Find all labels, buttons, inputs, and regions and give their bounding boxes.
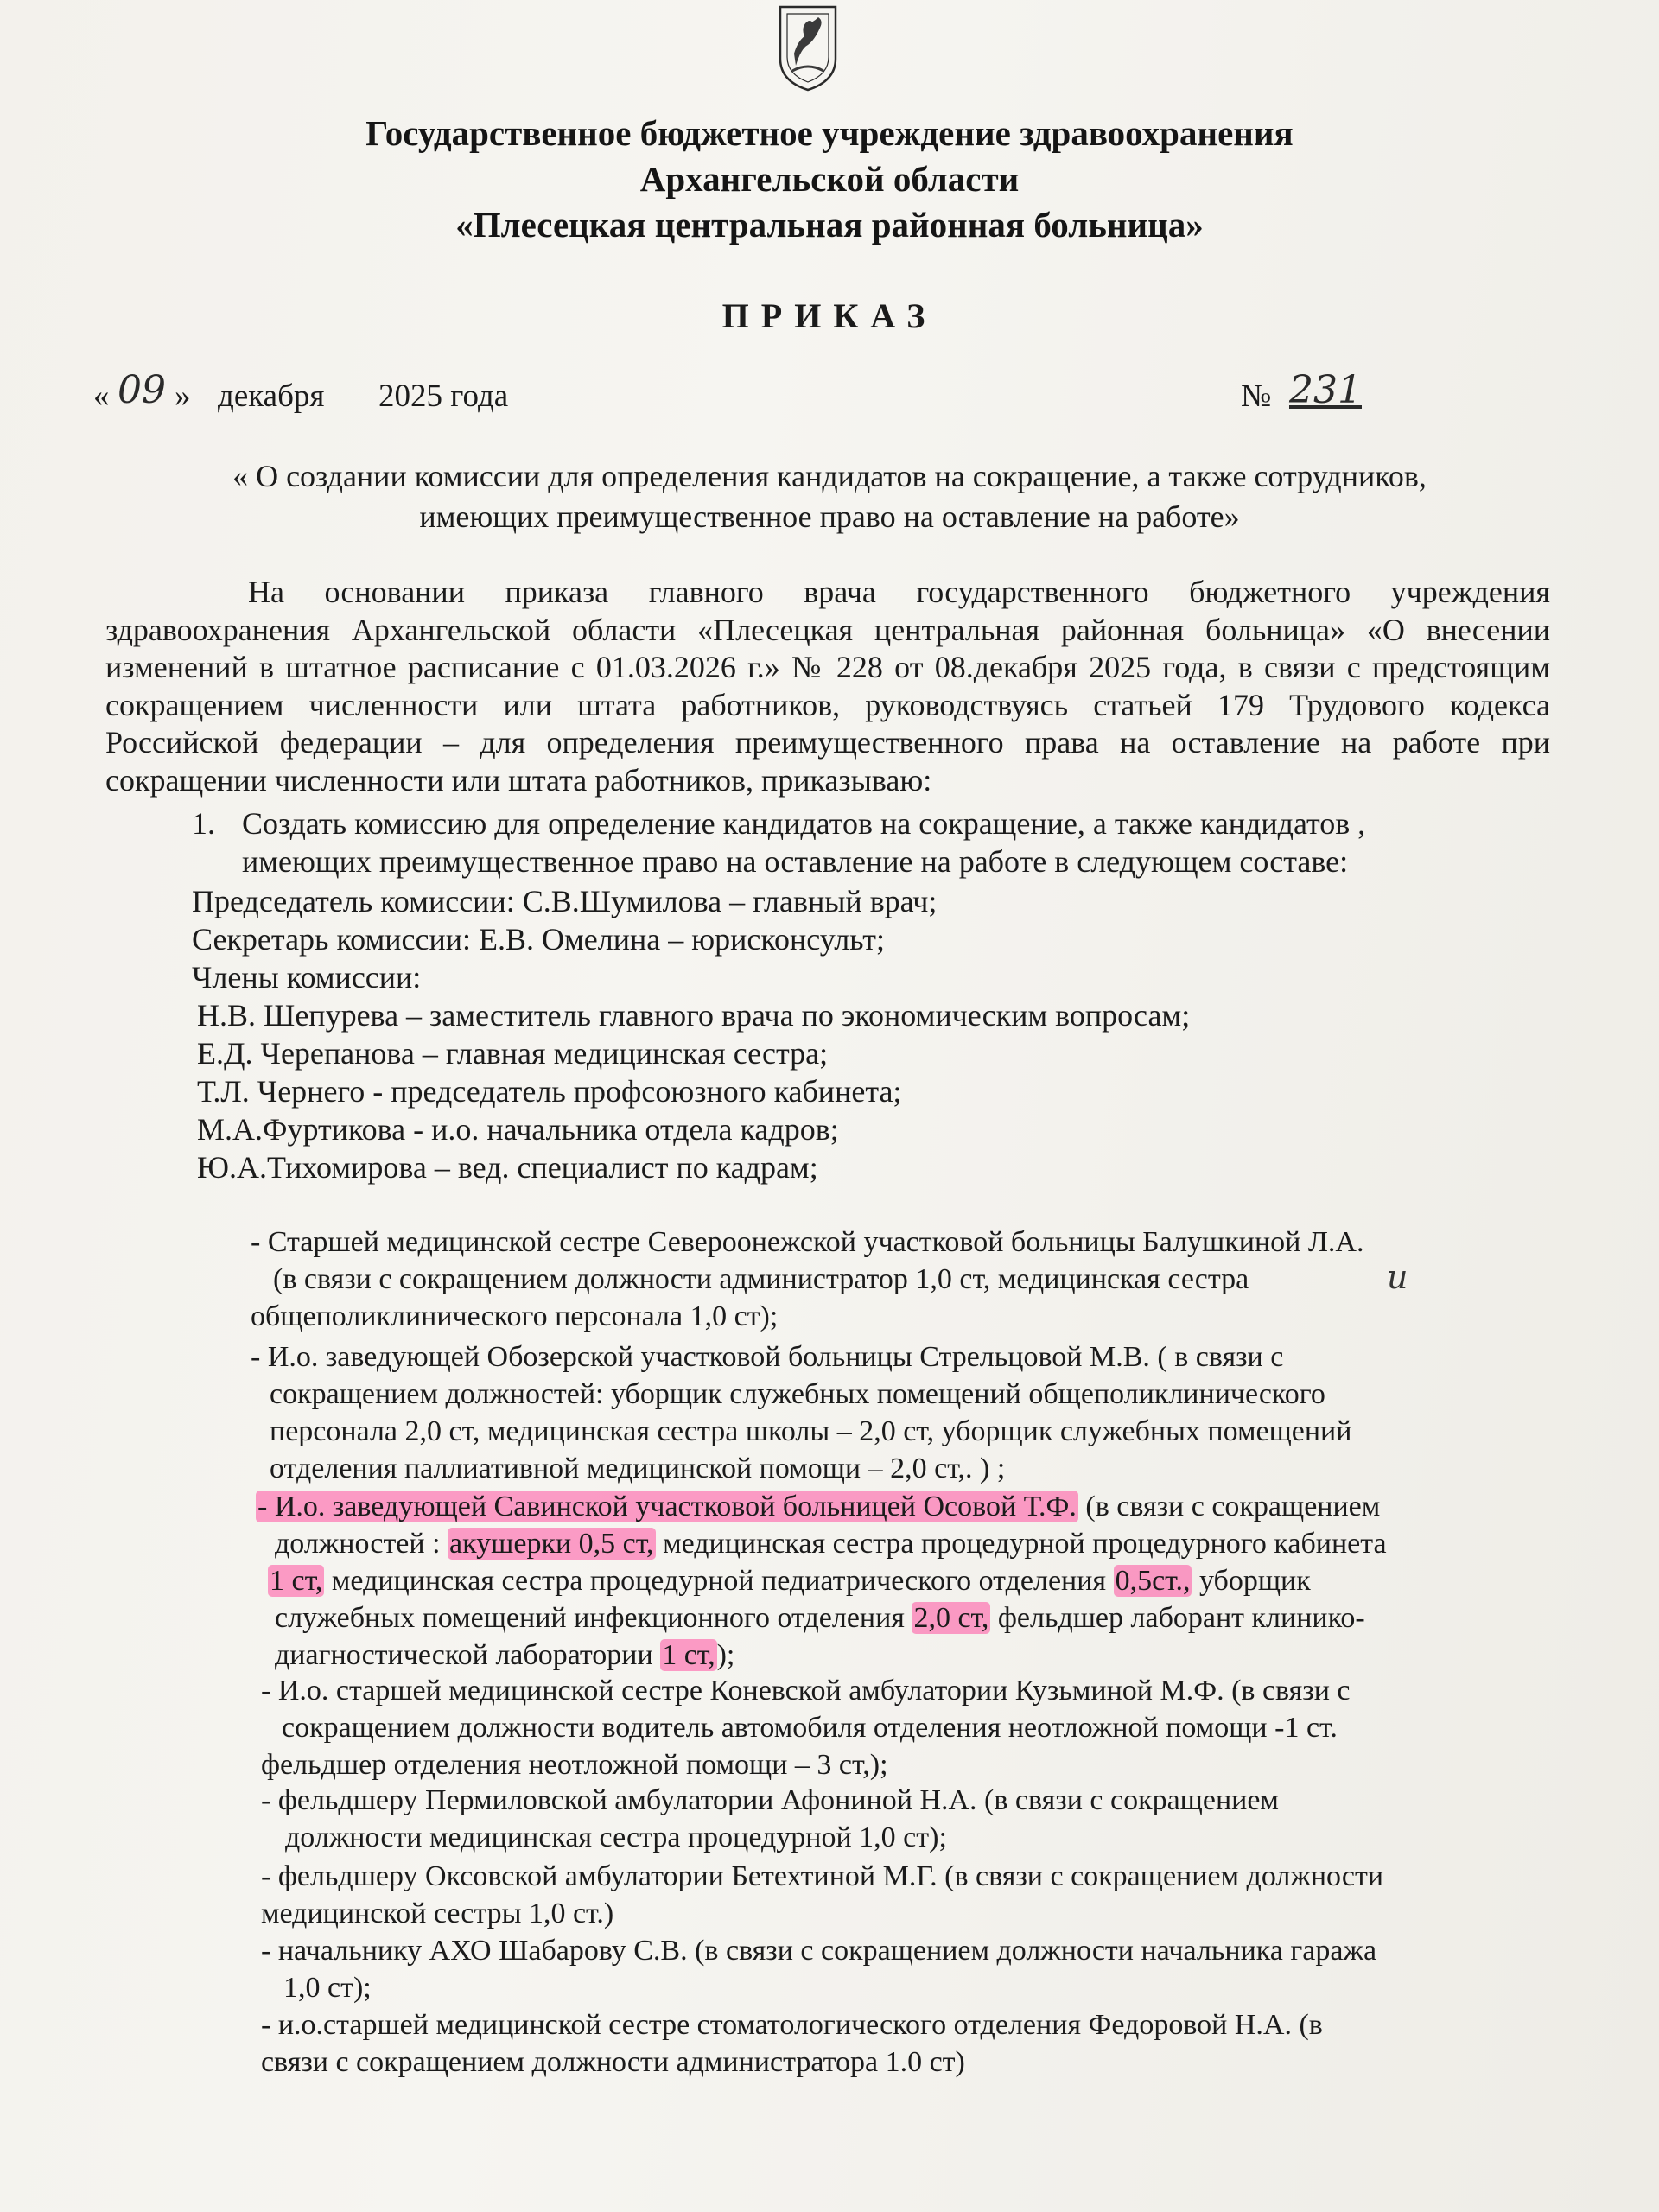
org-line-3: «Плесецкая центральная районная больница» [455, 205, 1204, 245]
recipient-3-text: уборщик [1192, 1565, 1311, 1597]
date-open-quote: « [93, 378, 110, 414]
recipient-4-line: - И.о. старшей медицинской сестре Коневской амбулатории Кузьминой М.Ф. (в связи с [261, 1675, 1351, 1707]
date-month: декабря [218, 378, 325, 414]
recipient-7-line: 1,0 ст); [283, 1972, 372, 2004]
recipient-1-line: (в связи с сокращением должности администратор 1,0 ст, медицинская сестра [273, 1263, 1249, 1295]
recipient-3-line-5 [256, 1637, 1586, 1674]
recipient-5 [261, 1782, 1574, 1856]
org-line-1: Государственное бюджетное учреждение здравоохранения [365, 113, 1294, 153]
order-subject [130, 456, 1529, 537]
recipient-6 [261, 1858, 1574, 1932]
commission-member: Т.Л. Чернего - председатель профсоюзного кабинета; [197, 1074, 902, 1109]
recipient-7-line: - начальнику АХО Шабарову С.В. (в связи с сокращением должности начальника гаража [261, 1935, 1377, 1967]
recipient-1-line: общеполиклинического персонала 1,0 ст); [251, 1300, 779, 1332]
date-close-quote: » [175, 378, 191, 414]
recipient-2-line: персонала 2,0 ст, медицинская сестра школы – 2,0 ст, уборщик служебных помещений [270, 1415, 1352, 1447]
org-line-2: Архангельской области [639, 159, 1020, 199]
item-1-number: 1. [192, 806, 215, 841]
date-year: 2025 года [378, 378, 509, 414]
commission-member: Е.Д. Черепанова – главная медицинская сестра; [197, 1036, 829, 1071]
recipient-7 [261, 1932, 1574, 2006]
recipient-3-highlighted [256, 1488, 1586, 1674]
handwritten-mark: и [1387, 1258, 1408, 1296]
highlighted-text: 2,0 ст, [913, 1602, 989, 1634]
recipient-3-line-3 [256, 1562, 1586, 1599]
recipient-2 [251, 1338, 1581, 1487]
recipient-3-text: служебных помещений инфекционного отделения [275, 1602, 912, 1634]
recipient-4-line: фельдшер отделения неотложной помощи – 3 ст,); [261, 1749, 888, 1781]
recipient-3-text: фельдшер лаборант клинико- [990, 1602, 1365, 1634]
recipient-2-line: отделения паллиативной медицинской помощи – 2,0 ст,. ) ; [270, 1452, 1006, 1484]
recipient-3-text: ); [716, 1639, 735, 1671]
highlighted-text: акушерки 0,5 ст, [449, 1528, 654, 1560]
recipient-4-line: сокращением должности водитель автомобиля отделения неотложной помощи -1 ст. [282, 1712, 1338, 1744]
order-number-label: № [1241, 378, 1272, 414]
subject-line-2: имеющих преимущественное право на оставление на работе» [419, 499, 1240, 534]
recipient-8-line: связи с сокращением должности администратора 1.0 ст) [261, 2046, 965, 2078]
coat-of-arms-emblem [775, 2, 841, 93]
recipient-3-text: медицинская сестра процедурной процедурного кабинета [655, 1528, 1387, 1560]
recipient-8-line: - и.о.старшей медицинской сестре стоматологического отделения Федоровой Н.А. (в [261, 2009, 1323, 2041]
recipient-1-line: - Старшей медицинской сестре Североонежской участковой больницы Балушкиной Л.А. [251, 1226, 1364, 1258]
commission-members-label: Члены комиссии: [192, 960, 422, 995]
recipient-3-text: должностей : [275, 1528, 448, 1560]
highlighted-text: - И.о. заведующей Савинской участковой больницей Осовой Т.Ф. [257, 1491, 1077, 1522]
item-1-line-1: Создать комиссию для определение кандидатов на сокращение, а также кандидатов , [242, 806, 1366, 841]
highlighted-text: 0,5ст., [1115, 1565, 1191, 1597]
organization-name [0, 111, 1659, 248]
recipient-6-line: - фельдшеру Оксовской амбулатории Бетехтиной М.Г. (в связи с сокращением должности [261, 1860, 1384, 1892]
recipient-3-text: (в связи с сокращением [1077, 1491, 1381, 1522]
subject-line-1: « О создании комиссии для определения кандидатов на сокращение, а также сотрудников, [232, 459, 1427, 493]
recipient-5-line: - фельдшеру Пермиловской амбулатории Афониной Н.А. (в связи с сокращением [261, 1784, 1279, 1816]
recipient-6-line: медицинской сестры 1,0 ст.) [261, 1897, 614, 1929]
recipient-1 [251, 1224, 1581, 1335]
recipient-3-text: диагностической лаборатории [275, 1639, 661, 1671]
highlighted-text: 1 ст, [662, 1639, 715, 1671]
commission-member: Н.В. Шепурева – заместитель главного врача по экономическим вопросам; [197, 998, 1191, 1033]
commission-secretary: Секретарь комиссии: Е.В. Омелина – юрисконсульт; [192, 922, 885, 957]
item-1-line-2: имеющих преимущественное право на оставление на работе в следующем составе: [242, 844, 1349, 879]
recipient-2-line: - И.о. заведующей Обозерской участковой больницы Стрельцовой М.В. ( в связи с [251, 1341, 1284, 1373]
recipient-3-text: медицинская сестра процедурной педиатрического отделения [324, 1565, 1114, 1597]
document-title: ПРИКАЗ [721, 296, 938, 335]
recipient-3-line-4 [256, 1599, 1586, 1637]
highlighted-text: 1 ст, [270, 1565, 323, 1597]
recipient-8 [261, 2006, 1574, 2081]
recipient-4 [261, 1672, 1574, 1783]
recipient-2-line: сокращением должностей: уборщик служебных помещений общеполиклинического [270, 1378, 1325, 1410]
commission-member: М.А.Фуртикова - и.о. начальника отдела кадров; [197, 1112, 839, 1147]
recipient-3-line-1 [256, 1488, 1586, 1525]
recipient-3-line-2 [256, 1525, 1586, 1562]
order-number-handwritten: 231 [1289, 368, 1362, 412]
recipient-5-line: должности медицинская сестра процедурной 1,0 ст); [285, 1821, 947, 1853]
commission-member: Ю.А.Тихомирова – вед. специалист по кадрам; [197, 1150, 818, 1185]
date-day-handwritten: 09 [118, 368, 166, 412]
commission-chair: Председатель комиссии: С.В.Шумилова – главный врач; [192, 884, 938, 918]
intro-paragraph: На основании приказа главного врача государственного бюджетного учреждения здравоохранения Архангельской области «Плесецкая центральная районная больница» «О внесении изменений в штатное расписание с 01.03.2026 г.» № 228 от 08.декабря 2025 года, в связи с предстоящим сокращением численности или штата работников, руководствуясь статьей 179 Трудового кодекса Российской федерации – для определения преимущественного права на оставление на работе при сокращении численности или штата работников, приказываю: [105, 575, 1550, 798]
